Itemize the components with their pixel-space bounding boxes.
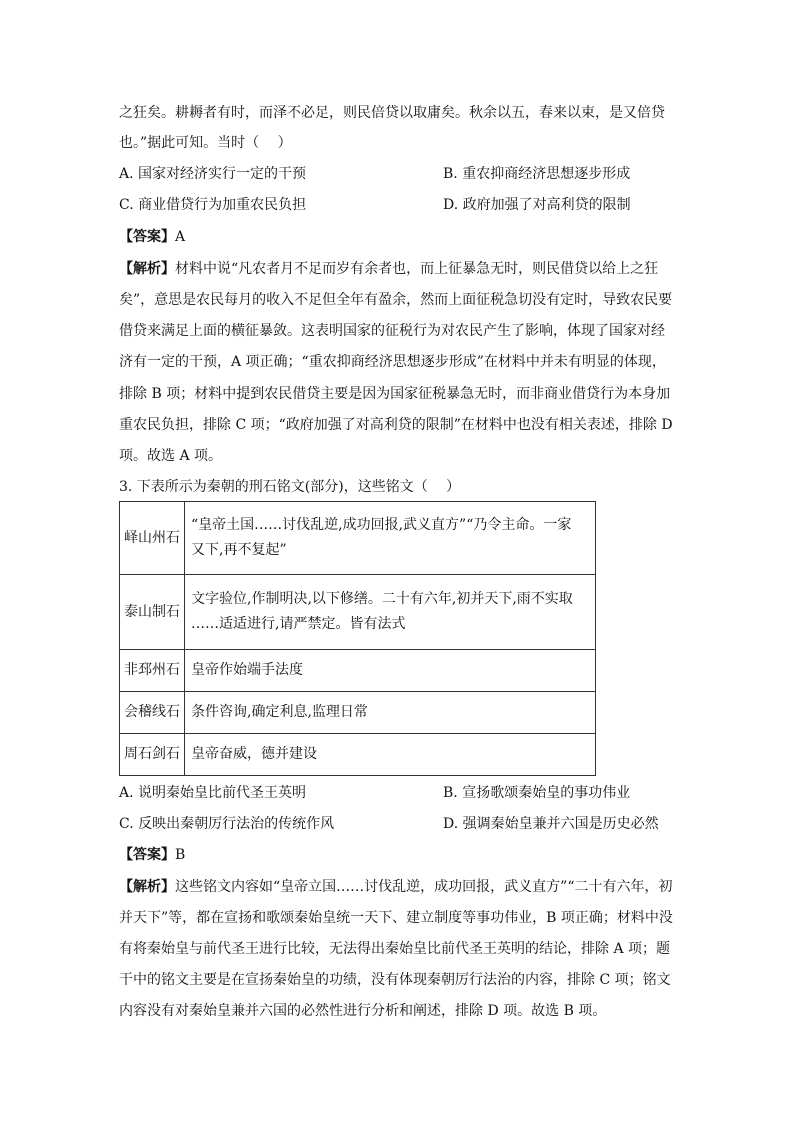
q2-analysis-line-2: 矣”，意思是农民每月的收入不足但全年有盈余，然而上面征税急切没有定时，导致农民要 [119, 292, 673, 308]
q2-analysis-line-7: 项。故选 A 项。 [119, 448, 223, 464]
q3-answer [119, 845, 185, 865]
inscription-text: 条件咨询,确定利息,监理日常 [185, 692, 596, 734]
q2-analysis-line-3: 借贷来满足上面的横征暴敛。这表明国家的征税行为对农民产生了影响，体现了国家对经 [119, 323, 665, 339]
q2-analysis-line-5: 排除 B 项；材料中提到农民借贷主要是因为国家征税暴急无时，而非商业借贷行为本身加 [119, 386, 671, 402]
inscription-line: ……适适进行,请严禁定。皆有法式 [191, 616, 406, 632]
table-row [120, 650, 596, 692]
inscription-line: “皇帝土国……讨伐乱逆,成功回报,武义直方”“乃令主命。一家 [191, 517, 572, 533]
q3-option-d[interactable]: D. 强调秦始皇兼并六国是历史必然 [443, 816, 659, 832]
answer-label: 【答案】 [119, 229, 175, 245]
q3-analysis-line-5: 内容没有对秦始皇兼并六国的必然性进行分析和阐述，排除 D 项。故选 B 项。 [119, 1003, 607, 1019]
analysis-text: 材料中说“凡农者月不足而岁有余者也，而上征暴急无时，则民借贷以给上之狂 [175, 261, 659, 277]
q2-analysis-line-1 [119, 259, 658, 279]
inscription-text [185, 502, 596, 575]
answer-value: B [175, 847, 186, 863]
q3-option-b[interactable]: B. 宣扬歌颂秦始皇的事功伟业 [443, 785, 631, 801]
q2-option-c[interactable]: C. 商业借贷行为加重农民负担 [119, 197, 307, 213]
q3-option-a[interactable]: A. 说明秦始皇比前代圣王英明 [119, 785, 307, 801]
analysis-text: 这些铭文内容如“皇帝立国……讨伐乱逆，成功回报，武义直方”“二十有六年，初 [175, 879, 673, 895]
answer-value: A [175, 229, 186, 245]
inscription-text: 皇帝奋威，德并建设 [185, 734, 596, 776]
q3-analysis-line-2: 并天下”等，都在宣扬和歌颂秦始皇统一天下、建立制度等事功伟业，B 项正确；材料中没 [119, 910, 673, 926]
analysis-label: 【解析】 [119, 879, 175, 895]
stone-name: 会稽线石 [120, 692, 185, 734]
table-row [120, 575, 596, 650]
table-row [120, 502, 596, 575]
inscription-table [119, 501, 596, 776]
q2-analysis-line-4: 济有一定的干预，A 项正确；“重农抑商经济思想逐步形成”在材料中并未有明显的体现， [119, 354, 666, 370]
table-row [120, 734, 596, 776]
q2-option-d[interactable]: D. 政府加强了对高利贷的限制 [443, 197, 631, 213]
stone-name: 峄山州石 [120, 502, 185, 575]
q2-option-a[interactable]: A. 国家对经济实行一定的干预 [119, 166, 307, 182]
q2-option-b[interactable]: B. 重农抑商经济思想逐步形成 [443, 166, 631, 182]
answer-label: 【答案】 [119, 847, 175, 863]
q2-stem-line-1: 之狂矣。耕耨者有时，而泽不必足，则民倍贷以取庸矣。秋余以五，春来以束，是又倍贷 [119, 105, 665, 121]
stone-name: 周石剑石 [120, 734, 185, 776]
stone-name: 非邳州石 [120, 650, 185, 692]
inscription-line: 文字验位,作制明决,以下修缮。二十有六年,初并天下,雨不实取 [191, 591, 573, 607]
inscription-line: 又下,再不复起” [191, 542, 287, 558]
q2-stem-line-2: 也。”据此可知。当时（ ） [119, 135, 292, 151]
analysis-label: 【解析】 [119, 261, 175, 277]
q3-analysis-line-1 [119, 877, 672, 897]
q3-analysis-line-4: 干中的铭文主要是在宣扬秦始皇的功绩，没有体现秦朝厉行法治的内容，排除 C 项；铭文 [119, 972, 671, 988]
q3-option-c[interactable]: C. 反映出秦朝厉行法治的传统作风 [119, 816, 335, 832]
table-row [120, 692, 596, 734]
inscription-text: 皇帝作始端手法度 [185, 650, 596, 692]
stone-name: 泰山制石 [120, 575, 185, 650]
q2-answer [119, 227, 185, 247]
q3-stem: 3. 下表所示为秦朝的刑石铭文(部分)，这些铭文（ ） [119, 479, 461, 495]
inscription-text [185, 575, 596, 650]
q2-analysis-line-6: 重农民负担，排除 C 项；“政府加强了对高利贷的限制”在材料中也没有相关表述，排除 D [119, 417, 673, 433]
q3-analysis-line-3: 有将秦始皇与前代圣王进行比较，无法得出秦始皇比前代圣王英明的结论，排除 A 项；题 [119, 941, 671, 957]
